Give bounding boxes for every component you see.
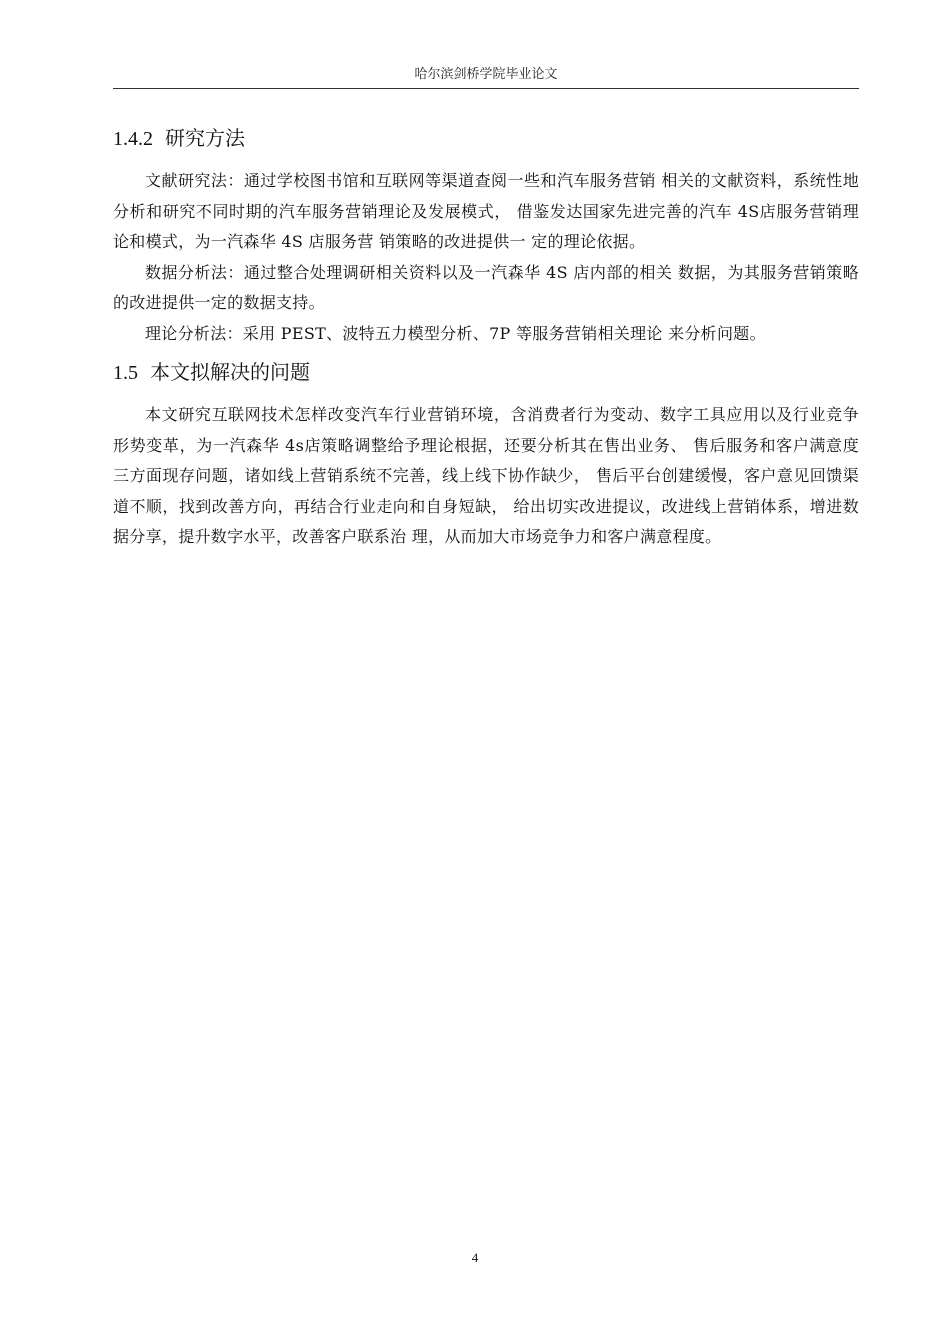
running-header: 哈尔滨剑桥学院毕业论文 (414, 67, 558, 82)
paragraph-data-analysis: 数据分析法：通过整合处理调研相关资料以及一汽森华 4S 店内部的相关 数据，为其服务营销策略的改进提供一定的数据支持。 (113, 262, 859, 312)
section-title: 研究方法 (165, 126, 245, 150)
paragraph-theory-analysis: 理论分析法：采用 PEST、波特五力模型分析、7P 等服务营销相关理论 来分析问题。 (145, 323, 766, 343)
page-body (113, 123, 859, 553)
paragraph-literature-research: 文献研究法：通过学校图书馆和互联网等渠道查阅一些和汽车服务营销 相关的文献资料，系统性地分析和研究不同时期的汽车服务营销理论及发展模式， 借鉴发达国家先进完善的汽车 4S店服务营销理论和模式，为一汽森华 4S 店服务营 销策略的改进提供一 定的理论依据。 (113, 171, 859, 251)
header-divider (113, 88, 859, 89)
section-number: 1.5 (113, 362, 138, 384)
page-number: 4 (471, 1250, 479, 1265)
paragraph-problems: 本文研究互联网技术怎样改变汽车行业营销环境，含消费者行为变动、数字工具应用以及行业竞争形势变革，为一汽森华 4s店策略调整给予理论根据，还要分析其在售出业务、 售后服务和客户满意度三方面现存问题，诸如线上营销系统不完善，线上线下协作缺少， 售后平台创建缓慢，客户意见回馈渠道不顺，找到改善方向，再结合行业走向和自身短缺， 给出切实改进提议，改进线上营销体系，增进数据分享，提升数字水平，改善客户联系治 理，从而加大市场竞争力和客户满意程度。 (113, 405, 859, 546)
section-heading-problems (113, 357, 859, 388)
section-heading-research-methods (113, 123, 859, 154)
section-number: 1.4.2 (113, 128, 153, 150)
section-title: 本文拟解决的问题 (150, 360, 310, 384)
